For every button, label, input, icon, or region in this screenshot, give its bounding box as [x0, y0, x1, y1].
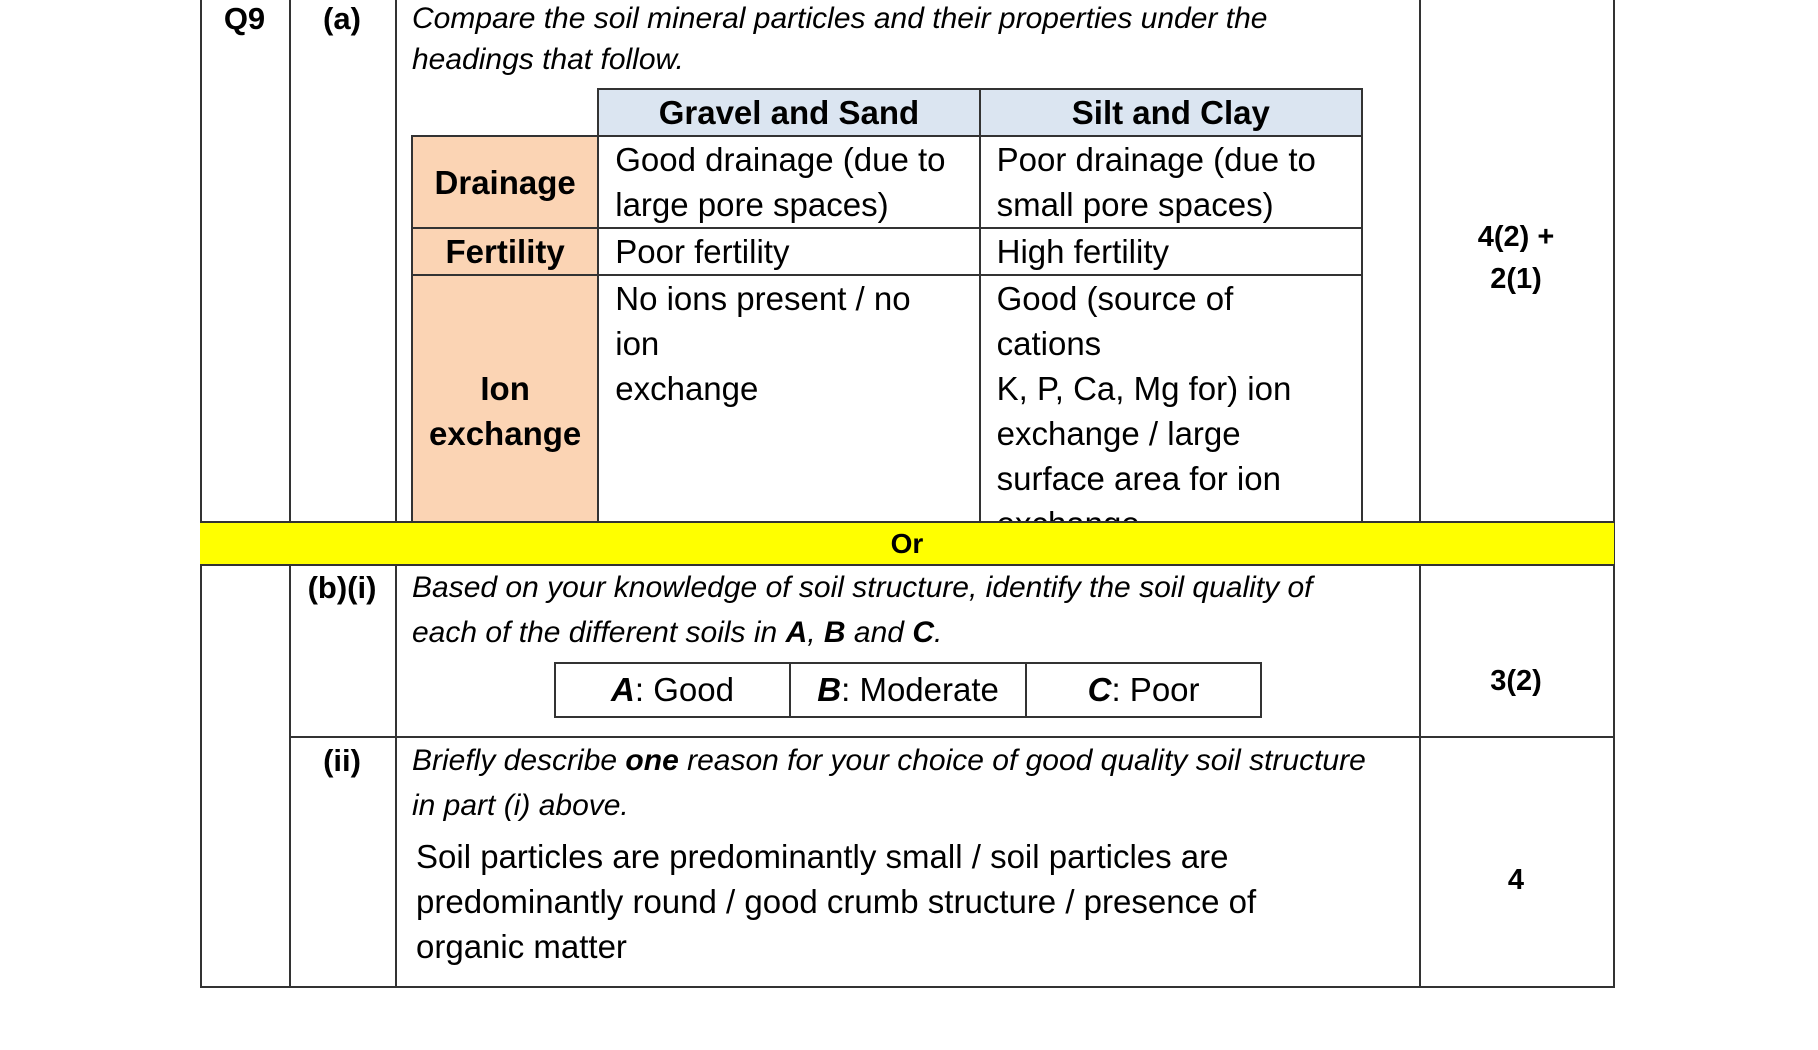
- or-divider: Or: [200, 521, 1614, 566]
- cell-line: Good drainage (due to: [615, 141, 946, 178]
- part-b-ii-label: (ii): [323, 743, 361, 778]
- prompt-text: Briefly describe: [412, 744, 626, 777]
- prompt-emphasis: one: [625, 744, 679, 777]
- answer-value: : Moderate: [841, 671, 999, 708]
- table-cell: [980, 275, 1362, 547]
- cell-line: exchange: [615, 370, 759, 407]
- comparison-table: [411, 88, 1363, 548]
- prompt-text: ,: [807, 616, 824, 649]
- soil-key: A: [785, 616, 808, 649]
- prompt-line: [412, 738, 1412, 783]
- prompt-line: in part (i) above.: [412, 789, 629, 822]
- answer-key: A: [611, 671, 635, 708]
- prompt-line: [412, 610, 1412, 655]
- cell-line: exchange / large: [996, 415, 1241, 452]
- table-corner: [412, 89, 598, 136]
- answer-line: organic matter: [416, 928, 627, 965]
- part-b-i-label: (b)(i): [307, 570, 377, 605]
- cell-line: No ions present / no ion: [615, 280, 911, 362]
- marks-line: 2(1): [1490, 263, 1542, 295]
- answer-line: predominantly round / good crumb structure / presence of: [416, 883, 1257, 920]
- row-header-drainage: Drainage: [412, 136, 598, 228]
- prompt-text: .: [933, 616, 943, 649]
- grid-line: [289, 0, 291, 521]
- soil-key: C: [912, 616, 934, 649]
- table-cell: [980, 136, 1362, 228]
- row-header-fertility: Fertility: [412, 228, 598, 275]
- part-b-ii-prompt: [412, 738, 1412, 828]
- part-a-label: (a): [323, 1, 361, 36]
- answer-cell-b: [790, 663, 1026, 717]
- table-cell: [598, 136, 979, 228]
- grid-line: [1419, 566, 1421, 988]
- soil-quality-table: [554, 662, 1262, 718]
- prompt-line: Compare the soil mineral particles and their properties under the: [412, 2, 1268, 35]
- table-cell: [980, 228, 1362, 275]
- prompt-text: and: [845, 616, 913, 649]
- answer-key: C: [1087, 671, 1112, 708]
- answer-value: : Poor: [1111, 671, 1200, 708]
- part-a-marks: [1419, 216, 1613, 300]
- cell-line: small pore spaces): [996, 186, 1274, 223]
- table-cell: [598, 275, 979, 547]
- cell-line: surface area for ion: [996, 460, 1281, 497]
- part-b-ii-marks: 4: [1507, 864, 1525, 896]
- part-b-ii-answer: [416, 834, 1416, 969]
- prompt-text: reason for your choice of good quality soil structure: [678, 744, 1366, 777]
- part-a-prompt: [412, 0, 1412, 82]
- grid-line: [200, 986, 1615, 988]
- answer-value: : Good: [634, 671, 734, 708]
- cell-line: Good (source of cations: [996, 280, 1234, 362]
- row-header-ion-exchange: [412, 275, 598, 547]
- column-header-silt-clay: Silt and Clay: [980, 89, 1362, 136]
- soil-key: B: [823, 616, 846, 649]
- part-b-i-marks: 3(2): [1490, 665, 1542, 697]
- question-number: Q9: [223, 1, 266, 36]
- grid-line: [395, 566, 397, 988]
- answer-cell-c: [1026, 663, 1261, 717]
- marks-line: 4(2) +: [1477, 221, 1555, 253]
- grid-line: [200, 0, 202, 988]
- answer-cell-a: [555, 663, 790, 717]
- part-b-i-prompt: [412, 565, 1412, 655]
- answer-line: Soil particles are predominantly small / soil particles are: [416, 838, 1229, 875]
- table-cell: [598, 228, 979, 275]
- prompt-line: headings that follow.: [412, 43, 684, 76]
- cell-line: Poor drainage (due to: [996, 141, 1316, 178]
- cell-line: large pore spaces): [615, 186, 889, 223]
- prompt-text: each of the different soils in: [412, 616, 786, 649]
- grid-line: [1613, 0, 1615, 988]
- heading-line: Ion: [480, 370, 530, 407]
- answer-key: B: [817, 671, 842, 708]
- cell-line: K, P, Ca, Mg for) ion: [996, 370, 1292, 407]
- cell-line: Poor fertility: [615, 233, 790, 270]
- column-header-gravel-sand: Gravel and Sand: [598, 89, 979, 136]
- prompt-line: Based on your knowledge of soil structure, identify the soil quality of: [412, 571, 1313, 604]
- grid-line: [395, 0, 397, 521]
- cell-line: High fertility: [996, 233, 1170, 270]
- heading-line: exchange: [429, 415, 582, 452]
